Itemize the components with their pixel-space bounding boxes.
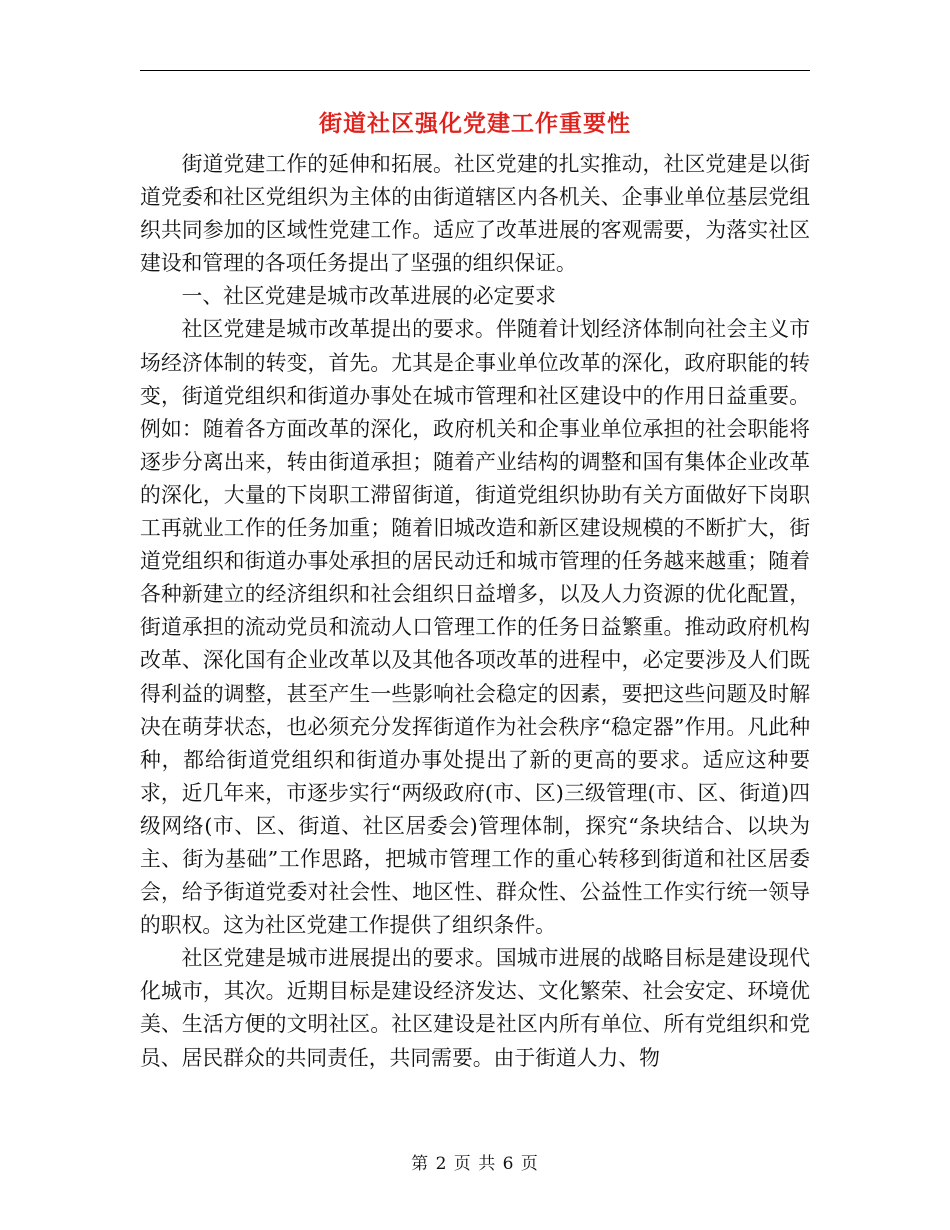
document-title: 街道社区强化党建工作重要性 (319, 110, 631, 137)
page-number-footer: 第 2 页 共 6 页 (411, 1154, 539, 1174)
paragraph-intro: 街道党建工作的延伸和拓展。社区党建的扎实推动，社区党建是以街道党委和社区党组织为主体的由街道辖区内各机关、企事业单位基层党组织共同参加的区域性党建工作。适应了改革进展的客观需要，为落实社区建设和管理的各项任务提出了坚强的组织保证。 (140, 152, 810, 276)
section-heading-1: 一、社区党建是城市改革进展的必定要求 (181, 284, 556, 309)
paragraph-reform: 社区党建是城市改革提出的要求。伴随着计划经济体制向社会主义市场经济体制的转变，首先。尤其是企事业单位改革的深化，政府职能的转变，街道党组织和街道办事处在城市管理和社区建设中的作用日益重要。例如：随着各方面改革的深化，政府机关和企事业单位承担的社会职能将逐步分离出来，转由街道承担；随着产业结构的调整和国有集体企业改革的深化，大量的下岗职工滞留街道，街道党组织协助有关方面做好下岗职工再就业工作的任务加重；随着旧城改造和新区建设规模的不断扩大，街道党组织和街道办事处承担的居民动迁和城市管理的任务越来越重；随着各种新建立的经济组织和社会组织日益增多，以及人力资源的优化配置，街道承担的流动党员和流动人口管理工作的任务日益繁重。推动政府机构改革、深化国有企业改革以及其他各项改革的进程中，必定要涉及人们既得利益的调整，甚至产生一些影响社会稳定的因素，要把这些问题及时解决在萌芽状态，也必须充分发挥街道作为社会秩序“稳定器”作用。凡此种种，都给街道党组织和街道办事处提出了新的更高的要求。适应这种要求，近几年来，市逐步实行“两级政府(市、区)三级管理(市、区、街道)四级网络(市、区、街道、社区居委会)管理体制，探究“条块结合、以块为主、街为基础”工作思路，把城市管理工作的重心转移到街道和社区居委会，给予街道党委对社会性、地区性、群众性、公益性工作实行统一领导的职权。这为社区党建工作提供了组织条件。 (140, 317, 810, 938)
paragraph-development: 社区党建是城市进展提出的要求。国城市进展的战略目标是建设现代化城市，其次。近期目标是建设经济发达、文化繁荣、社会安定、环境优美、生活方便的文明社区。社区建设是社区内所有单位、所有党组织和党员、居民群众的共同责任，共同需要。由于街道人力、物 (140, 946, 810, 1070)
header-rule (140, 70, 810, 71)
document-body (140, 148, 810, 1075)
